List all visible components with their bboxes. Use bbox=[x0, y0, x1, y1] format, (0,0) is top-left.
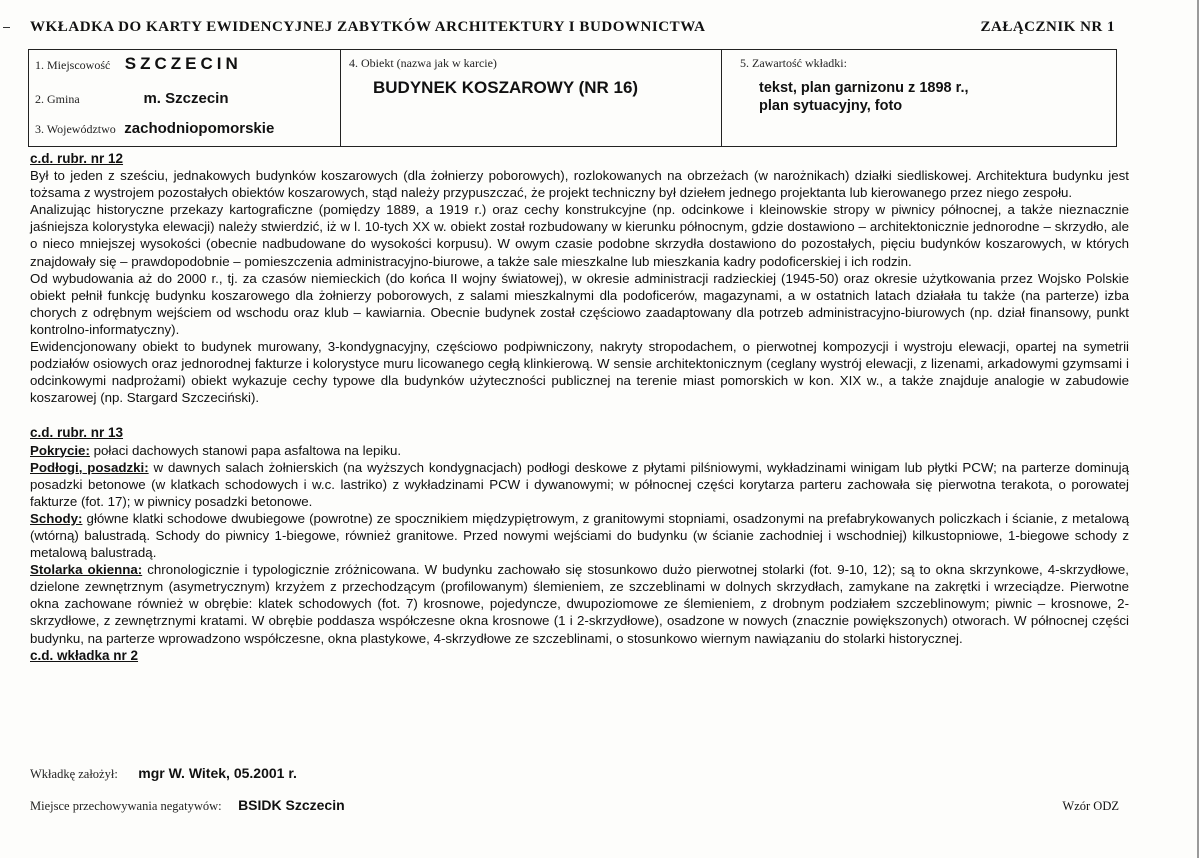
object-value: BUDYNEK KOSZAROWY (NR 16) bbox=[373, 78, 639, 97]
commune-value: m. Szczecin bbox=[143, 90, 229, 107]
city-value: SZCZECIN bbox=[124, 54, 242, 73]
province-value: zachodniopomorskie bbox=[124, 120, 275, 137]
section-12-paragraph: Analizując historyczne przekazy kartograficzne (pomiędzy 1889, a 1919 r.) oraz cechy konstrukcyjne (np. odcinkowe i kleinowskie stropy w piwnicy północnej, a także nieznacznie jaśniejsza kolorystyka elewacji) należy stwierdzić, iż w l. 10-tych XX w. obiekt został rozbudowany w kierunku północnym, gdzie dostawiono – architektonicznie jednorodne – skrzydło, ale o nieco mniejszej wysokości (obecnie nadbudowane do wysokości korpusu). W owym czasie podobne skrzydła dostawiono do pozostałych, pięciu budynków koszarowych, w których znajdowały się – prawdopodobnie – pomieszczenia administracyjno-biurowe, a także sale mieszkalne lub mieszkania kadry podoficerskiej i ich rodzin. bbox=[30, 202, 1129, 269]
commune-field bbox=[35, 90, 229, 108]
document-body bbox=[30, 150, 1129, 664]
storage-label: Miejsce przechowywania negatywów: bbox=[30, 799, 222, 813]
section-13-item bbox=[30, 459, 1129, 510]
city-field bbox=[35, 54, 242, 74]
section-gap bbox=[30, 406, 1129, 424]
insert-title: c.d. wkładka nr 2 bbox=[30, 647, 139, 663]
author-value: mgr W. Witek, 05.2001 r. bbox=[138, 765, 297, 781]
item-text: w dawnych salach żołnierskich (na wyższych kondygnacjach) podłogi deskowe z płytami pilśniowymi, wykładzinami winigam lub płytki PCW; na parterze dominują posadzki betonowe (w klatkach schodowych i w.c. lastriko) z wykładzinami PCW i dywanowymi; w północnej części korytarza parteru zachowała się pierwotna terakota, o porowatej fakturze (fot. 17); w piwnicy posadzki betonowe. bbox=[30, 459, 1129, 509]
author-row bbox=[30, 765, 297, 783]
contents-label: 5. Zawartość wkładki: bbox=[740, 56, 847, 70]
page-title: WKŁADKA DO KARTY EWIDENCYJNEJ ZABYTKÓW ARCHITEKTURY I BUDOWNICTWA bbox=[30, 19, 706, 35]
item-term: Podłogi, posadzki: bbox=[30, 459, 149, 475]
city-label: 1. Miejscowość bbox=[35, 58, 111, 72]
commune-label: 2. Gmina bbox=[35, 92, 80, 106]
section-12-title: c.d. rubr. nr 12 bbox=[30, 151, 124, 166]
section-13-item bbox=[30, 561, 1129, 646]
section-12-paragraph: Był to jeden z sześciu, jednakowych budynków koszarowych (dla żołnierzy poborowych), rozlokowanych na obrzeżach (w narożnikach) działki siedliskowej. Architektura budynku jest tożsama z wystrojem pozostałych obiektów koszarowych, stąd należy przypuszczać, że projekt techniczny był dziełem jednego projektanta lub kierowanego przez niego zespołu. bbox=[30, 168, 1129, 201]
province-field bbox=[35, 120, 274, 138]
header-fields-box bbox=[28, 49, 1117, 147]
item-text: główne klatki schodowe dwubiegowe (powrotne) ze spocznikiem międzypiętrowym, z granitowymi stopniami, osadzonymi na prefabrykowanych policzkach i ścianie, z metalową (wtórną) balustradą. Schody do piwnicy 1-biegowe, również granitowe. Przed nowymi wejściami do budynku (w ścianie zachodniej i wschodniej) kilkustopniowe, 1-biegowe schody z metalową balustradą. bbox=[30, 510, 1129, 561]
contents-value: tekst, plan garnizonu z 1898 r., plan sytuacyjny, foto bbox=[759, 80, 969, 114]
attachment-label: ZAŁĄCZNIK NR 1 bbox=[980, 19, 1115, 35]
scan-corner-mark bbox=[3, 27, 10, 28]
item-term: Pokrycie: bbox=[30, 442, 90, 458]
section-13-item bbox=[30, 510, 1129, 561]
storage-value: BSIDK Szczecin bbox=[238, 797, 345, 813]
item-term: Stolarka okienna: bbox=[30, 562, 143, 578]
header-divider bbox=[721, 50, 722, 146]
item-term: Schody: bbox=[30, 510, 83, 526]
section-12-paragraph: Ewidencjonowany obiekt to budynek murowany, 3-kondygnacyjny, częściowo podpiwniczony, nakryty stropodachem, o pierwotnej kompozycji i wystroju elewacji, opartej na symetrii podziałów osiowych oraz jednorodnej fakturze i kolorystyce muru licowanego cegłą klinkierową. W sensie architektonicznym (ceglany wystrój elewacji, z lizenami, arkadowymi gzymsami i odcinkowymi nadprożami) obiekt wykazuje cechy typowe dla budynków użyteczności publicznej na terenie miast pomorskich w kon. XIX w., a także znajduje analogie w zabudowie koszarowej (np. Stargard Szczeciński). bbox=[30, 339, 1129, 406]
object-label: 4. Obiekt (nazwa jak w karcie) bbox=[349, 56, 497, 70]
province-label: 3. Województwo bbox=[35, 122, 116, 136]
section-12-paragraph: Od wybudowania aż do 2000 r., tj. za czasów niemieckich (do końca II wojny światowej), w okresie administracji radzieckiej (1945-50) oraz okresie użytkowania przez Wojsko Polskie obiekt pełnił funkcję budynku koszarowego dla żołnierzy poborowych, z salami mieszkalnymi dla podoficerów, magazynami, a w ostatnich latach działała tu także (na parterze) izba chorych z odrębnym wejściem od wschodu oraz klub – kawiarnia. Obecnie budynek został częściowo zaadaptowany dla potrzeb administracyjno-biurowych (np. dział finansowy, punkt kontrolno-informatyczny). bbox=[30, 270, 1129, 337]
item-text: chronologicznie i typologicznie zróżnicowana. W budynku zachowało się stosunkowo dużo pierwotnej stolarki (fot. 9-10, 12); są to okna skrzynkowe, 4-skrzydłowe, dzielone zewnętrznym (asymetrycznym) krzyżem z przechodzącym (profilowanym) ślemieniem, ze szczeblinami w dolnych skrzydłach, zamykane na zakrętki i wrzeciądze. Pierwotne okna zachowane również w obrębie: klatek schodowych (fot. 7) krosnowe, pojedyncze, dwupoziomowe ze ślemieniem, z drobnym podziałem szczeblinowym; piwnic – krosnowe, 2-skrzydłowe, z zewnętrznymi kratami. W obrębie poddasza współczesne okna krosnowe (1 i 2-skrzydłowe), osadzone w nowych (znacznie powiększonych) otworach. W północnej części budynku, na parterze wprowadzono współczesne, okna plastykowe, 4-skrzydłowe ze szczeblinami, o stosunkowo wiernym nawiązaniu do stolarki historycznej. bbox=[30, 562, 1130, 646]
storage-row bbox=[30, 797, 345, 815]
header-divider bbox=[340, 50, 341, 146]
section-13-item bbox=[30, 442, 1129, 459]
author-label: Wkładkę założył: bbox=[30, 767, 118, 781]
section-13-title: c.d. rubr. nr 13 bbox=[30, 425, 124, 441]
template-label: Wzór ODZ bbox=[1062, 799, 1119, 813]
item-text: połaci dachowych stanowi papa asfaltowa na lepiku. bbox=[89, 442, 402, 458]
